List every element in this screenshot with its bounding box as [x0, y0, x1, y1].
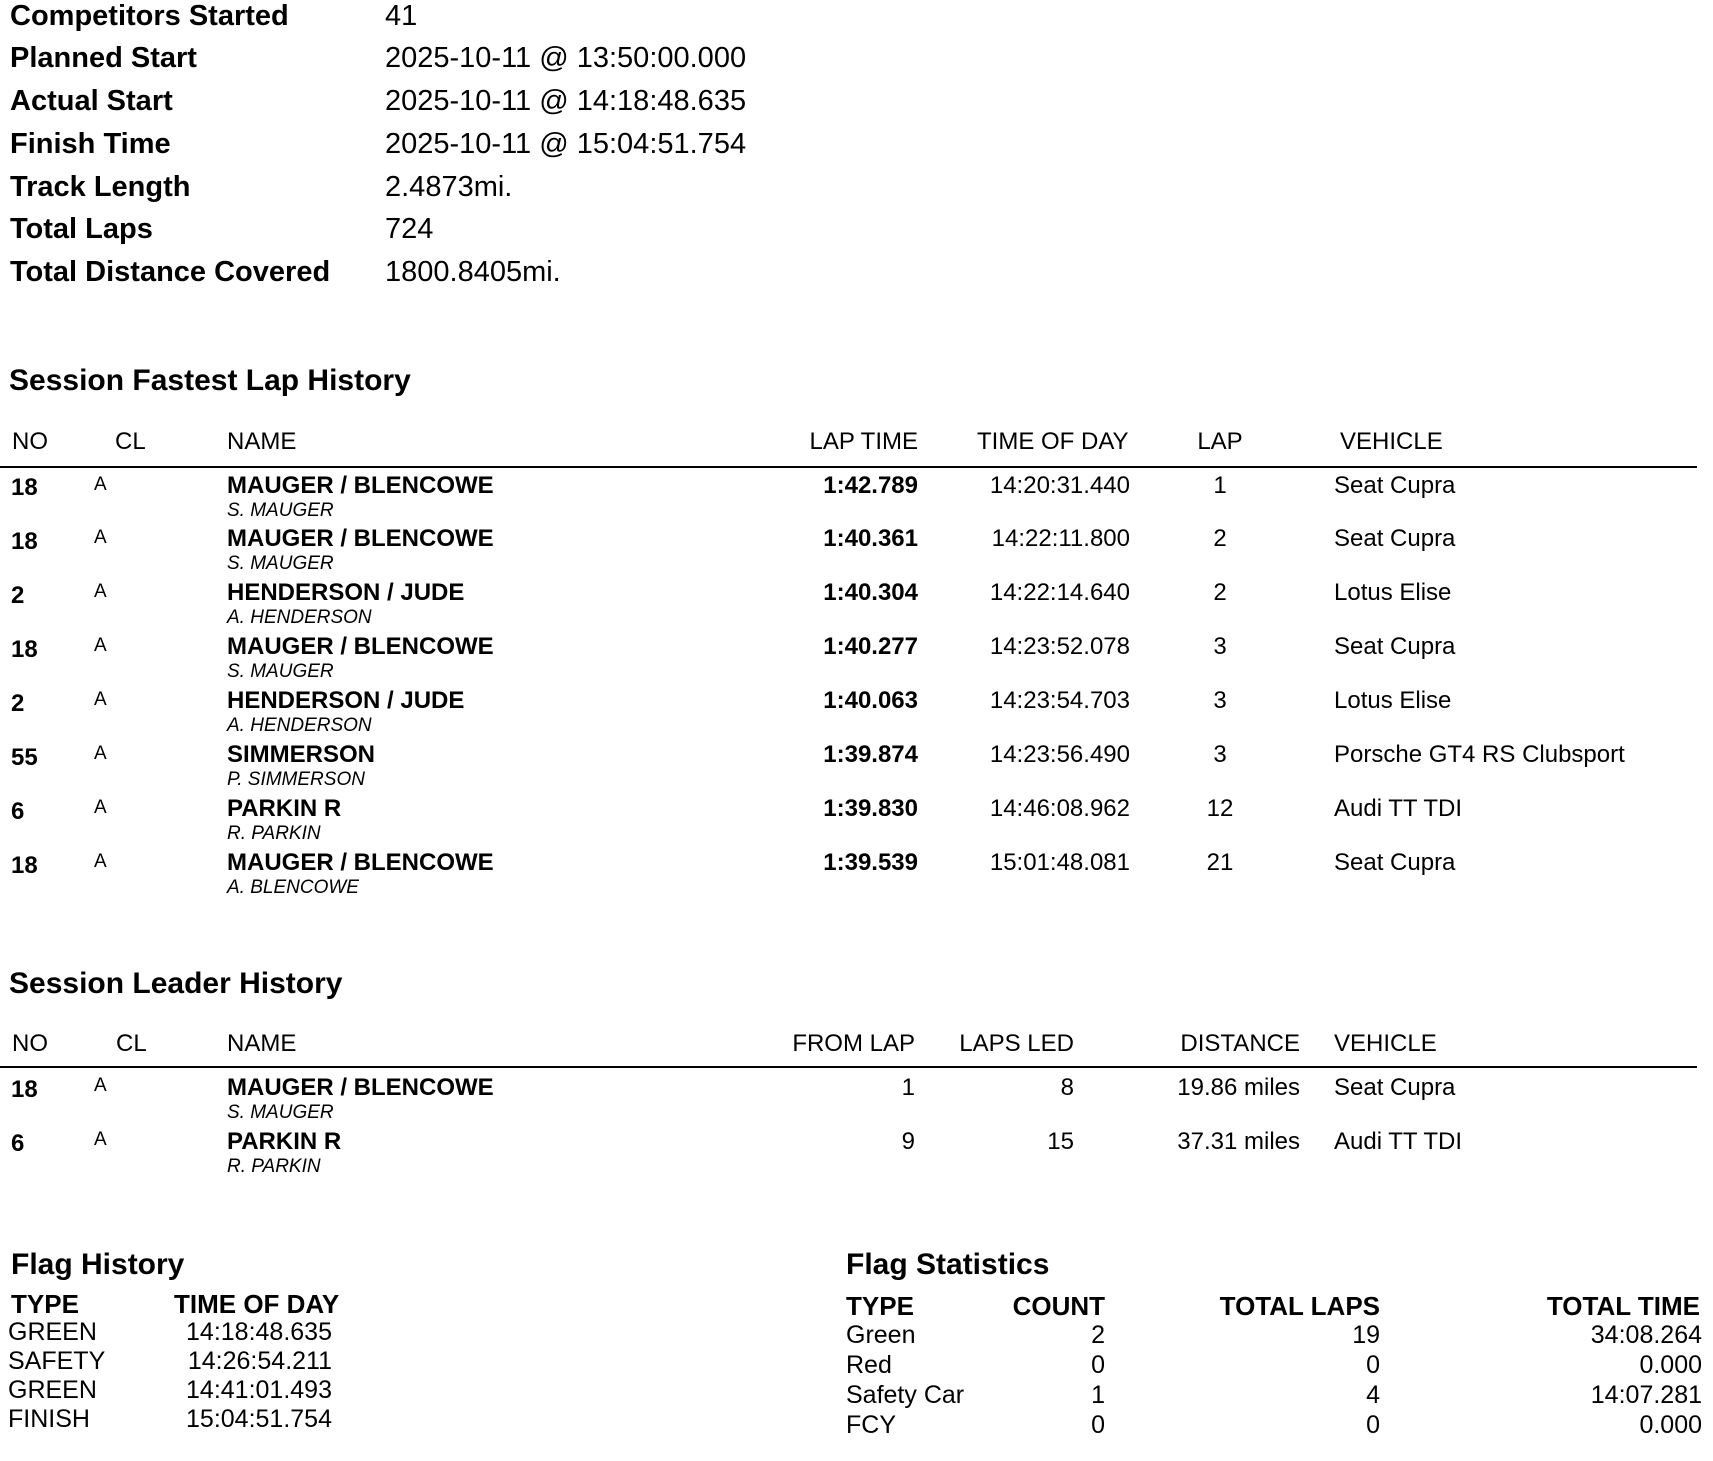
driver-name: P. SIMMERSON [227, 769, 365, 790]
distance: 19.86 miles [1177, 1074, 1300, 1101]
driver-name: S. MAUGER [227, 1102, 334, 1123]
flag-total-time: 34:08.264 [1590, 1321, 1702, 1349]
summary-label: Competitors Started [10, 0, 289, 32]
vehicle: Audi TT TDI [1334, 795, 1463, 822]
car-number: 18 [11, 636, 38, 663]
flag-total-laps: 0 [1366, 1411, 1380, 1439]
column-header-cl: CL [116, 1030, 147, 1057]
lap-number: 2 [1213, 579, 1227, 606]
summary-value: 2025-10-11 @ 13:50:00.000 [385, 42, 747, 74]
flag-time: 14:41:01.493 [186, 1376, 332, 1404]
section-title: Flag Statistics [846, 1248, 1050, 1281]
header-rule [0, 1066, 1697, 1068]
flag-type: GREEN [8, 1318, 97, 1346]
entrant-name: MAUGER / BLENCOWE [227, 1074, 494, 1101]
flag-type: FCY [846, 1411, 896, 1439]
lap-time: 1:39.539 [823, 849, 918, 876]
summary-value: 2025-10-11 @ 14:18:48.635 [385, 85, 747, 117]
flag-type: GREEN [8, 1376, 97, 1404]
entrant-name: HENDERSON / JUDE [227, 687, 465, 714]
flag-total-laps: 19 [1352, 1321, 1380, 1349]
entrant-name: MAUGER / BLENCOWE [227, 472, 494, 499]
summary-value: 2025-10-11 @ 15:04:51.754 [385, 128, 747, 160]
column-header-type: TYPE [846, 1291, 914, 1321]
column-header-total-laps: TOTAL LAPS [1219, 1291, 1380, 1321]
entrant-name: PARKIN R [227, 1128, 342, 1155]
class: A [94, 581, 107, 602]
summary-value: 1800.8405mi. [385, 256, 561, 288]
vehicle: Seat Cupra [1334, 849, 1456, 876]
entrant-name: MAUGER / BLENCOWE [227, 633, 494, 660]
flag-type: Red [846, 1351, 892, 1379]
car-number: 6 [11, 1130, 25, 1157]
laps-led: 8 [1060, 1074, 1074, 1101]
lap-number: 12 [1206, 795, 1234, 822]
class: A [94, 689, 107, 710]
vehicle: Seat Cupra [1334, 525, 1456, 552]
vehicle: Lotus Elise [1334, 579, 1452, 606]
driver-name: A. BLENCOWE [227, 877, 359, 898]
driver-name: R. PARKIN [227, 823, 321, 844]
car-number: 18 [11, 528, 38, 555]
summary-value: 724 [385, 213, 434, 245]
vehicle: Seat Cupra [1334, 633, 1456, 660]
column-header-name: NAME [227, 428, 297, 455]
flag-type: FINISH [8, 1405, 90, 1433]
summary-label: Actual Start [10, 85, 173, 117]
time-of-day: 14:22:14.640 [989, 579, 1130, 606]
flag-type: SAFETY [8, 1347, 106, 1375]
class: A [94, 1075, 107, 1096]
summary-value: 41 [385, 0, 418, 32]
vehicle: Seat Cupra [1334, 472, 1456, 499]
summary-label: Finish Time [10, 128, 171, 160]
entrant-name: MAUGER / BLENCOWE [227, 849, 494, 876]
flag-total-time: 0.000 [1639, 1411, 1702, 1439]
lap-time: 1:40.361 [823, 525, 918, 552]
lap-number: 3 [1213, 687, 1227, 714]
from-lap: 9 [901, 1128, 915, 1155]
column-header-distance: DISTANCE [1180, 1030, 1300, 1057]
car-number: 18 [11, 1076, 38, 1103]
lap-number: 1 [1213, 472, 1227, 499]
entrant-name: PARKIN R [227, 795, 342, 822]
flag-type: Green [846, 1321, 916, 1349]
lap-time: 1:40.063 [823, 687, 918, 714]
column-header-type: TYPE [11, 1289, 79, 1319]
car-number: 2 [11, 690, 25, 717]
car-number: 6 [11, 798, 25, 825]
column-header-from-lap: FROM LAP [792, 1030, 915, 1057]
column-header-cl: CL [115, 428, 146, 455]
lap-time: 1:40.277 [823, 633, 918, 660]
section-title: Flag History [11, 1248, 185, 1281]
driver-name: A. HENDERSON [227, 607, 372, 628]
lap-number: 2 [1213, 525, 1227, 552]
lap-time: 1:39.830 [823, 795, 918, 822]
vehicle: Porsche GT4 RS Clubsport [1334, 741, 1625, 768]
driver-name: S. MAUGER [227, 500, 334, 521]
flag-count: 1 [1091, 1381, 1105, 1409]
flag-count: 0 [1091, 1411, 1105, 1439]
car-number: 18 [11, 852, 38, 879]
lap-time: 1:40.304 [823, 579, 918, 606]
car-number: 55 [11, 744, 38, 771]
lap-time: 1:42.789 [823, 472, 918, 499]
time-of-day: 15:01:48.081 [989, 849, 1130, 876]
column-header-name: NAME [227, 1030, 297, 1057]
class: A [94, 743, 107, 764]
summary-label: Total Distance Covered [10, 256, 331, 288]
column-header-total-time: TOTAL TIME [1546, 1291, 1700, 1321]
summary-label: Total Laps [10, 213, 153, 245]
car-number: 18 [11, 474, 38, 501]
entrant-name: MAUGER / BLENCOWE [227, 525, 494, 552]
flag-total-laps: 4 [1366, 1381, 1380, 1409]
summary-value: 2.4873mi. [385, 171, 513, 203]
header-rule [0, 466, 1697, 468]
column-header-laps-led: LAPS LED [959, 1030, 1074, 1057]
column-header-time-of-day: TIME OF DAY [174, 1289, 340, 1319]
lap-time: 1:39.874 [823, 741, 918, 768]
time-of-day: 14:23:54.703 [989, 687, 1130, 714]
flag-total-laps: 0 [1366, 1351, 1380, 1379]
time-of-day: 14:22:11.800 [991, 525, 1130, 552]
section-title: Session Fastest Lap History [9, 364, 411, 397]
car-number: 2 [11, 582, 25, 609]
class: A [94, 1129, 107, 1150]
from-lap: 1 [901, 1074, 915, 1101]
column-header-no: NO [12, 428, 48, 455]
column-header-time-of-day: TIME OF DAY [977, 428, 1129, 455]
section-title: Session Leader History [9, 967, 343, 1000]
driver-name: A. HENDERSON [227, 715, 372, 736]
flag-time: 15:04:51.754 [186, 1405, 332, 1433]
vehicle: Lotus Elise [1334, 687, 1452, 714]
class: A [94, 635, 107, 656]
summary-label: Track Length [10, 171, 191, 203]
time-of-day: 14:46:08.962 [989, 795, 1130, 822]
column-header-lap: LAP [1197, 428, 1243, 455]
class: A [94, 851, 107, 872]
vehicle: Seat Cupra [1334, 1074, 1456, 1101]
lap-number: 3 [1213, 741, 1227, 768]
flag-type: Safety Car [846, 1381, 965, 1409]
flag-total-time: 14:07.281 [1590, 1381, 1702, 1409]
driver-name: S. MAUGER [227, 553, 334, 574]
distance: 37.31 miles [1177, 1128, 1300, 1155]
flag-time: 14:26:54.211 [187, 1347, 332, 1375]
vehicle: Audi TT TDI [1334, 1128, 1463, 1155]
summary-label: Planned Start [10, 42, 197, 74]
time-of-day: 14:23:52.078 [989, 633, 1130, 660]
time-of-day: 14:20:31.440 [989, 472, 1130, 499]
column-header-vehicle: VEHICLE [1334, 1030, 1437, 1057]
column-header-vehicle: VEHICLE [1340, 428, 1443, 455]
entrant-name: HENDERSON / JUDE [227, 579, 465, 606]
lap-number: 21 [1206, 849, 1234, 876]
flag-time: 14:18:48.635 [186, 1318, 332, 1346]
flag-total-time: 0.000 [1639, 1351, 1702, 1379]
class: A [94, 797, 107, 818]
class: A [94, 527, 107, 548]
column-header-lap-time: LAP TIME [809, 428, 918, 455]
driver-name: S. MAUGER [227, 661, 334, 682]
laps-led: 15 [1047, 1128, 1074, 1155]
flag-count: 2 [1091, 1321, 1105, 1349]
flag-count: 0 [1091, 1351, 1105, 1379]
time-of-day: 14:23:56.490 [989, 741, 1130, 768]
class: A [94, 474, 107, 495]
column-header-count: COUNT [1012, 1291, 1105, 1321]
driver-name: R. PARKIN [227, 1156, 321, 1177]
lap-number: 3 [1213, 633, 1227, 660]
entrant-name: SIMMERSON [227, 741, 376, 768]
column-header-no: NO [12, 1030, 48, 1057]
